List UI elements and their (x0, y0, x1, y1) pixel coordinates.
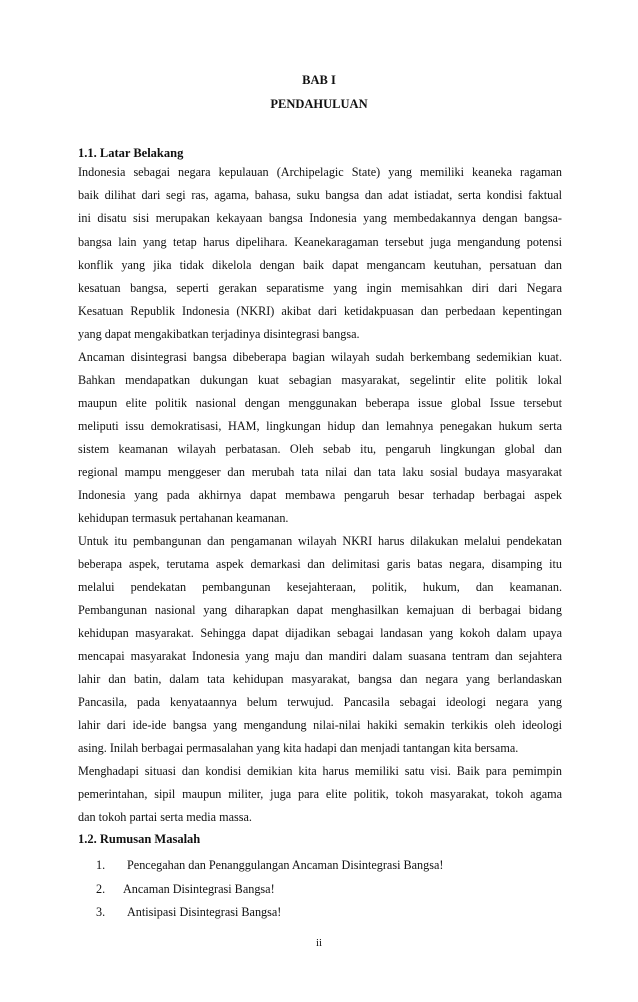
body-line: Ancaman disintegrasi bangsa dibeberapa bagian wilayah sudah berkembang sedemikian kuat. (78, 350, 562, 364)
body-line: lahir dari ide-ide bangsa yang mengandung nilai-nilai hakiki semakin terkikis oleh ideologi (78, 718, 562, 732)
body-line: dan tokoh partai serta media massa. (78, 810, 252, 824)
body-line: baik dilihat dari segi ras, agama, bahasa, suku bangsa dan adat istiadat, serta kondisi faktual (78, 188, 562, 202)
body-line: mencapai masyarakat Indonesia yang maju dan mandiri dalam suasana tentram dan sejahtera (78, 649, 562, 663)
body-line: Indonesia sebagai negara kepulauan (Archipelagic State) yang memiliki keaneka ragaman (78, 165, 562, 179)
body-line: lahir dan batin, dalam tata kehidupan masyarakat, bangsa dan negara yang berlandaskan (78, 672, 562, 686)
body-line: Untuk itu pembangunan dan pengamanan wilayah NKRI harus dilakukan melalui pendekatan (78, 534, 562, 548)
body-line: Pancasila, pada kenyataannya belum terwujud. Pancasila sebagai ideologi negara yang (78, 695, 562, 709)
body-line: Pembangunan nasional yang diharapkan dapat menghasilkan kemajuan di berbagai bidang (78, 603, 562, 617)
body-line: maupun elite politik nasional dengan menggunakan beberapa issue global Issue tersebut (78, 396, 562, 410)
body-line: kehidupan termasuk pertahanan keamanan. (78, 511, 289, 525)
body-line: asing. Inilah berbagai permasalahan yang kita hadapi dan menjadi tantangan kita bersama. (78, 741, 519, 755)
list-item-text: Ancaman Disintegrasi Bangsa! (123, 882, 275, 896)
list-item-number: 3. (96, 905, 106, 919)
body-line: beberapa aspek, terutama aspek demarkasi dan delimitasi garis batas negara, disamping itu (78, 557, 562, 571)
body-line: Indonesia yang pada akhirnya dapat membawa pengaruh besar terhadap berbagai aspek (78, 488, 562, 502)
body-line: kehidupan masyarakat. Sehingga dapat dijadikan sebagai landasan yang kokoh dalam upaya (78, 626, 562, 640)
page-number: ii (315, 937, 323, 949)
section-heading-latar-belakang: 1.1. Latar Belakang (78, 146, 184, 160)
body-line: sistem keamanan wilayah perbatasan. Oleh sebab itu, pengaruh lingkungan global dan (78, 442, 562, 456)
body-line: Menghadapi situasi dan kondisi demikian kita harus memiliki satu visi. Baik para pemimpin (78, 764, 562, 778)
body-line: melalui pendekatan pembangunan kesejahteraan, politik, hukum, dan keamanan. (78, 580, 562, 594)
list-item-text: Pencegahan dan Penanggulangan Ancaman Disintegrasi Bangsa! (127, 858, 444, 872)
section-heading-rumusan-masalah: 1.2. Rumusan Masalah (78, 832, 201, 846)
list-item-number: 1. (96, 858, 106, 872)
body-line: yang dapat mengakibatkan terjadinya disintegrasi bangsa. (78, 327, 360, 341)
list-item-text: Antisipasi Disintegrasi Bangsa! (127, 905, 282, 919)
list-item-number: 2. (96, 882, 106, 896)
body-line: ini disatu sisi merupakan kekayaan bangsa Indonesia yang membedakannya dengan bangsa- (78, 211, 562, 225)
body-line: Kesatuan Republik Indonesia (NKRI) akibat dari ketidakpuasan dan perbedaan kepentingan (78, 304, 562, 318)
body-line: Bahkan mendapatkan dukungan kuat sebagian masyarakat, segelintir elite politik lokal (78, 373, 562, 387)
body-line: bangsa lain yang tetap harus dipelihara. Keanekaragaman tersebut juga mengandung potensi (78, 235, 562, 249)
chapter-number: BAB I (302, 73, 336, 87)
body-line: meliputi issu demokratisasi, HAM, lingkungan hidup dan lemahnya penegakan hukum serta (78, 419, 562, 433)
body-line: konflik yang jika tidak dikelola dengan baik dapat mengancam keutuhan, persatuan dan (78, 258, 562, 272)
chapter-title: PENDAHULUAN (270, 97, 368, 111)
body-line: kesatuan bangsa, seperti gerakan separatisme yang ingin memisahkan diri dari Negara (78, 281, 562, 295)
body-line: regional mampu menggeser dan merubah tata nilai dan tata laku sosial budaya masyarakat (78, 465, 562, 479)
body-line: pemerintahan, sipil maupun militer, juga para elite politik, tokoh masyarakat, tokoh agama (78, 787, 562, 801)
